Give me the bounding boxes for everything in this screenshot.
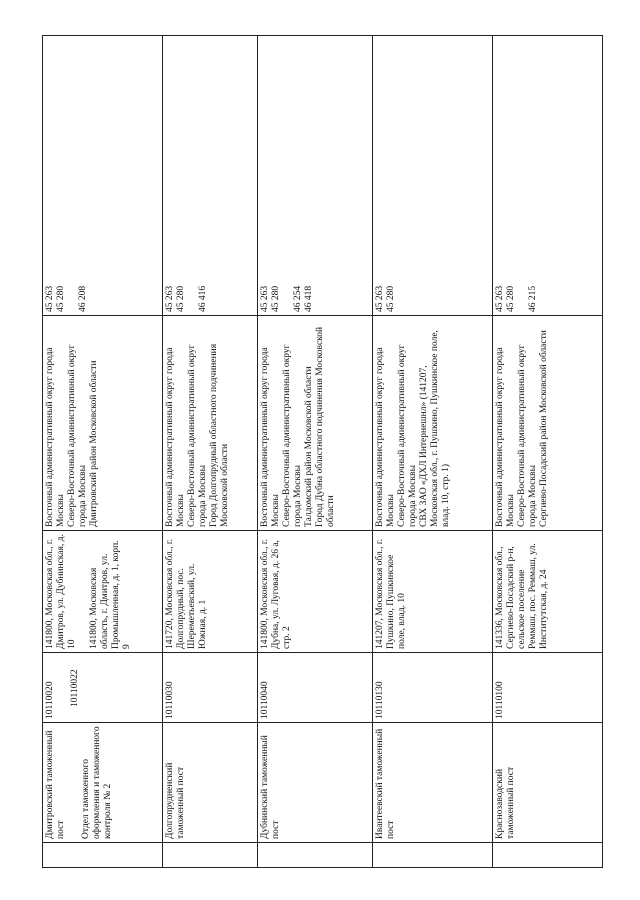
okato-code: 45 280 xyxy=(386,285,396,312)
empty-cell xyxy=(43,843,163,868)
post-name-cell xyxy=(373,723,493,843)
territory: Северо-Восточный административный округ города Москвы xyxy=(397,344,418,527)
post-code-cell xyxy=(258,653,373,723)
post-code: 10110100 xyxy=(495,681,505,719)
empty-cell xyxy=(258,843,373,868)
post-address: 141207, Московская обл., г. Пушкино, Пушкинское поле, влад. 10 xyxy=(375,538,407,649)
empty-cell xyxy=(373,843,493,868)
post-address: 141800, Московская обл., г. Дмитров, ул. Дубнинская, д. 10 xyxy=(45,534,77,649)
address-cell xyxy=(163,531,258,653)
okato-code: 45 280 xyxy=(56,285,66,312)
post-code-cell xyxy=(163,653,258,723)
territory: Северо-Восточный административный округ города Москвы xyxy=(517,344,538,527)
post-name: Краснозаводский таможенный пост xyxy=(495,766,516,839)
okato-code: 45 263 xyxy=(495,285,505,312)
okato-cell xyxy=(163,36,258,316)
territory: Город Дубна областного подчинения Московской области xyxy=(315,326,336,527)
territory: Город Долгопрудный областного подчинения Московской области xyxy=(209,343,230,527)
post-name-cell xyxy=(493,723,603,843)
territory: Дмитровский район Московской области xyxy=(89,360,99,527)
territory-cell xyxy=(43,316,163,531)
table-row xyxy=(43,36,163,868)
okato-code: 46 254 xyxy=(293,285,303,312)
okato-code: 45 263 xyxy=(375,285,385,312)
post-name-cell xyxy=(163,723,258,843)
table-row xyxy=(373,36,493,868)
address-cell xyxy=(43,531,163,653)
okato-cell xyxy=(43,36,163,316)
territory: Сергиево-Посадский район Московской области xyxy=(539,330,549,527)
territory-cell xyxy=(373,316,493,531)
post-address: 141720, Московская обл., г. Долгопрудный, пос. Шереметьевский, ул. Южная, д. 1 xyxy=(165,538,208,649)
territory: Талдомский район Московской области xyxy=(304,366,314,527)
table-row xyxy=(258,36,373,868)
address-cell xyxy=(258,531,373,653)
post-code: 10110130 xyxy=(375,681,385,719)
territory: Восточный административный округ города Москвы xyxy=(45,347,66,527)
address-cell xyxy=(373,531,493,653)
okato-code: 45 263 xyxy=(260,285,270,312)
territory: Северо-Восточный административный округ города Москвы xyxy=(67,344,88,527)
empty-cell xyxy=(493,843,603,868)
territory: Северо-Восточный административный округ города Москвы xyxy=(187,344,208,527)
okato-code: 46 418 xyxy=(304,285,314,312)
table-row xyxy=(493,36,603,868)
territory: Восточный административный округ города Москвы xyxy=(260,347,281,527)
okato-code: 46 215 xyxy=(528,285,538,312)
post-address: 141336, Московская обл., Сергиево-Посадский р-н, сельское поселение Реммаш, пос. Реммаш, ул. Институтская, д. 24 xyxy=(495,543,549,649)
post-name-cell xyxy=(43,723,163,843)
territory-cell xyxy=(493,316,603,531)
post-name: Ивантеевский таможенный пост xyxy=(375,728,396,839)
post-code: 10110020 xyxy=(45,681,55,719)
territory: Восточный административный округ города Москвы xyxy=(165,347,186,527)
territory: СВХ ЗАО «ДХЛ Интернешнл» (141207, Московская обл., г. Пушкино, Пушкинское поле, влад. 10, стр. 1) xyxy=(419,330,451,527)
post-name-cell xyxy=(258,723,373,843)
post-address: 141800, Московская обл., г. Дубна, ул. Луговая, д. 26 а, стр. 2 xyxy=(260,538,292,649)
empty-cell xyxy=(163,843,258,868)
post-name: Отдел таможенного оформления и таможенного контроля № 2 xyxy=(81,726,113,839)
customs-posts-table xyxy=(42,35,603,868)
post-code: 10110030 xyxy=(165,681,175,719)
okato-code: 46 416 xyxy=(198,285,208,312)
okato-cell xyxy=(258,36,373,316)
post-name: Долгопрудненский таможенный пост xyxy=(165,762,186,839)
post-address: 141800, Московская область, г. Дмитров, ул. Промышленная, д. 1, корп. 9 xyxy=(89,540,132,649)
post-code: 10110022 xyxy=(70,669,80,707)
territory: Восточный административный округ города Москвы xyxy=(495,347,516,527)
territory-cell xyxy=(163,316,258,531)
okato-code: 45 280 xyxy=(176,285,186,312)
okato-code: 45 280 xyxy=(271,285,281,312)
post-name: Дмитровский таможенный пост xyxy=(45,730,66,839)
post-code: 10110040 xyxy=(260,681,270,719)
okato-code: 45 263 xyxy=(165,285,175,312)
okato-code: 46 208 xyxy=(78,285,88,312)
post-code-cell xyxy=(43,653,163,723)
post-code-cell xyxy=(373,653,493,723)
okato-cell xyxy=(493,36,603,316)
okato-code: 45 263 xyxy=(45,285,55,312)
okato-code: 45 280 xyxy=(506,285,516,312)
territory-cell xyxy=(258,316,373,531)
address-cell xyxy=(493,531,603,653)
territory: Северо-Восточный административный округ города Москвы xyxy=(282,344,303,527)
post-name: Дубнинский таможенный пост xyxy=(260,735,281,839)
okato-cell xyxy=(373,36,493,316)
territory: Восточный административный округ города Москвы xyxy=(375,347,396,527)
table-row xyxy=(163,36,258,868)
post-code-cell xyxy=(493,653,603,723)
